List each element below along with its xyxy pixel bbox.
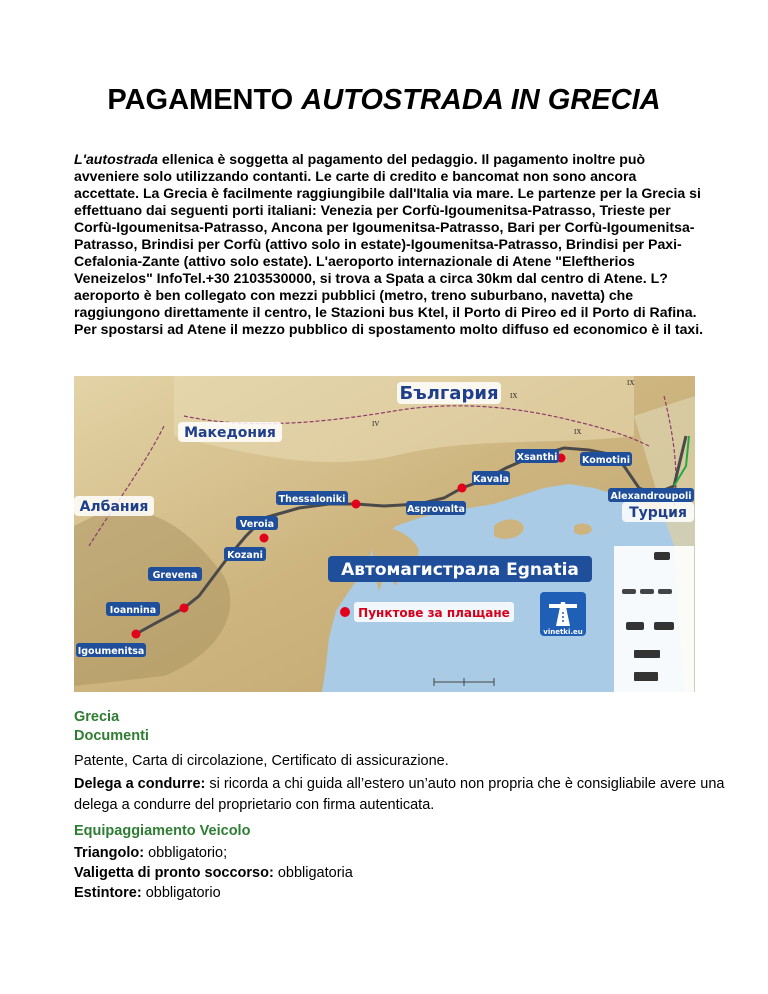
city-label-xsanthi <box>515 449 559 463</box>
svg-text:Пунктове за плащане: Пунктове за плащане <box>358 606 510 620</box>
svg-text:Thessaloniki: Thessaloniki <box>278 494 346 505</box>
equipment-item <box>74 843 714 863</box>
svg-text:Igoumenitsa: Igoumenitsa <box>77 646 145 657</box>
equipment-value: obbligatoria <box>273 865 353 881</box>
equipment-item <box>74 863 714 883</box>
country-label-turkey <box>622 502 694 522</box>
roman-ix-1: IX <box>627 379 635 387</box>
legend-dot <box>340 607 350 617</box>
city-label-grevena <box>148 567 202 581</box>
intro-paragraph <box>74 151 704 338</box>
svg-text:Komotini: Komotini <box>582 455 630 466</box>
documents-text: Patente, Carta di circolazione, Certificato di assicurazione. <box>74 753 449 769</box>
intro-text: ellenica è soggetta al pagamento del pedaggio. Il pagamento inoltre può avveniere solo utilizzando contanti. Le carte di credito e bancomat non sono ancora accettate. La Grecia è facilmente raggiungibile dall'Italia via mare. Le partenze per la Grecia si effettuano dai seguenti porti italiani: Venezia per Corfù-Igoumenitsa-Patrasso, Trieste per Corfù-Igoumenitsa-Patrasso, Ancona per Igoumenitsa-Patrasso, Bari per Corfù-Igoumenitsa-Patrasso, Brindisi per Corfù (attivo solo in estate)-Igoumenitsa-Patrasso, Brindisi per Paxi-Cefalonia-Zante (attivo solo estate). L'aeroporto internazionale di Atene "Eleftherios Veneizelos" InfoTel.+30 2103530000, si trova a Spata a circa 30km dal centro di Atene. L?aeroporto è ben collegato con mezzi pubblici (metro, treno suburbano, navetta) che raggiungono direttamente il centro, le Stazioni bus Ktel, il Porto di Pireo ed il Porto di Rafina. Per spostarsi ad Atene il mezzo pubblico di spostamento molto diffuso ed economico è il taxi. <box>74 151 704 337</box>
svg-text:Автомагистрала Egnatia: Автомагистрала Egnatia <box>341 560 579 580</box>
page-title <box>0 84 768 117</box>
toll-dot <box>180 604 189 613</box>
brand-label: vinetki.eu <box>543 628 583 636</box>
vehicle-legend-panel <box>614 546 694 692</box>
svg-text:Alexandroupoli: Alexandroupoli <box>610 491 692 502</box>
roman-iv: IV <box>372 420 380 428</box>
roman-ix-3: IX <box>574 428 582 436</box>
documents-header: Documenti <box>74 728 149 744</box>
svg-text:Veroia: Veroia <box>239 519 275 530</box>
city-label-ioannina <box>106 602 160 616</box>
country-label-albania <box>74 496 154 516</box>
delega-text: si ricorda a chi guida all’estero un’auto non propria che è consigliabile avere una delega a condurre del proprietario con firma autenticata. <box>74 776 725 813</box>
svg-text:Турция: Турция <box>629 505 687 521</box>
equipment-list <box>74 843 714 903</box>
toll-dot <box>458 484 467 493</box>
city-label-asprovalta <box>406 501 466 515</box>
toll-dot <box>352 500 361 509</box>
highway-title-label <box>328 556 592 582</box>
equipment-header: Equipaggiamento Veicolo <box>74 823 251 839</box>
roman-ix-2: IX <box>510 392 518 400</box>
intro-lead: L'autostrada <box>74 151 159 167</box>
delega-paragraph <box>74 774 734 816</box>
svg-text:Grevena: Grevena <box>152 570 198 581</box>
toll-dot <box>132 630 141 639</box>
city-label-komotini <box>580 452 632 466</box>
egnatia-map <box>74 376 695 692</box>
city-label-igoumenitsa <box>76 643 146 657</box>
svg-text:Asprovalta: Asprovalta <box>407 504 465 515</box>
svg-text:Македония: Македония <box>184 425 276 441</box>
svg-text:Ioannina: Ioannina <box>109 605 157 616</box>
toll-dot <box>260 534 269 543</box>
equipment-item <box>74 883 714 903</box>
motorway-sign <box>540 592 586 636</box>
svg-text:Kozani: Kozani <box>227 550 263 561</box>
title-part-2: AUTOSTRADA IN GRECIA <box>301 84 661 116</box>
greece-header: Grecia <box>74 709 120 725</box>
country-label-macedonia <box>178 422 282 442</box>
city-label-kozani <box>224 547 266 561</box>
equipment-value: obbligatorio <box>141 885 221 901</box>
country-label-bulgaria <box>397 382 501 404</box>
equipment-label: Triangolo: <box>74 845 145 861</box>
city-label-kavala <box>472 471 510 485</box>
equipment-value: obbligatorio; <box>144 845 228 861</box>
svg-text:Kavala: Kavala <box>472 474 510 485</box>
city-label-alexandroupoli <box>608 488 694 502</box>
city-label-veroia <box>236 516 278 530</box>
svg-text:Xsanthi: Xsanthi <box>516 452 558 463</box>
equipment-label: Estintore: <box>74 885 142 901</box>
city-label-thessaloniki <box>276 491 348 505</box>
svg-text:България: България <box>399 383 499 404</box>
equipment-label: Valigetta di pronto soccorso: <box>74 865 274 881</box>
delega-label: Delega a condurre: <box>74 776 206 792</box>
svg-text:Албания: Албания <box>79 499 149 515</box>
toll-legend <box>340 602 514 622</box>
title-part-1: PAGAMENTO <box>107 84 302 116</box>
